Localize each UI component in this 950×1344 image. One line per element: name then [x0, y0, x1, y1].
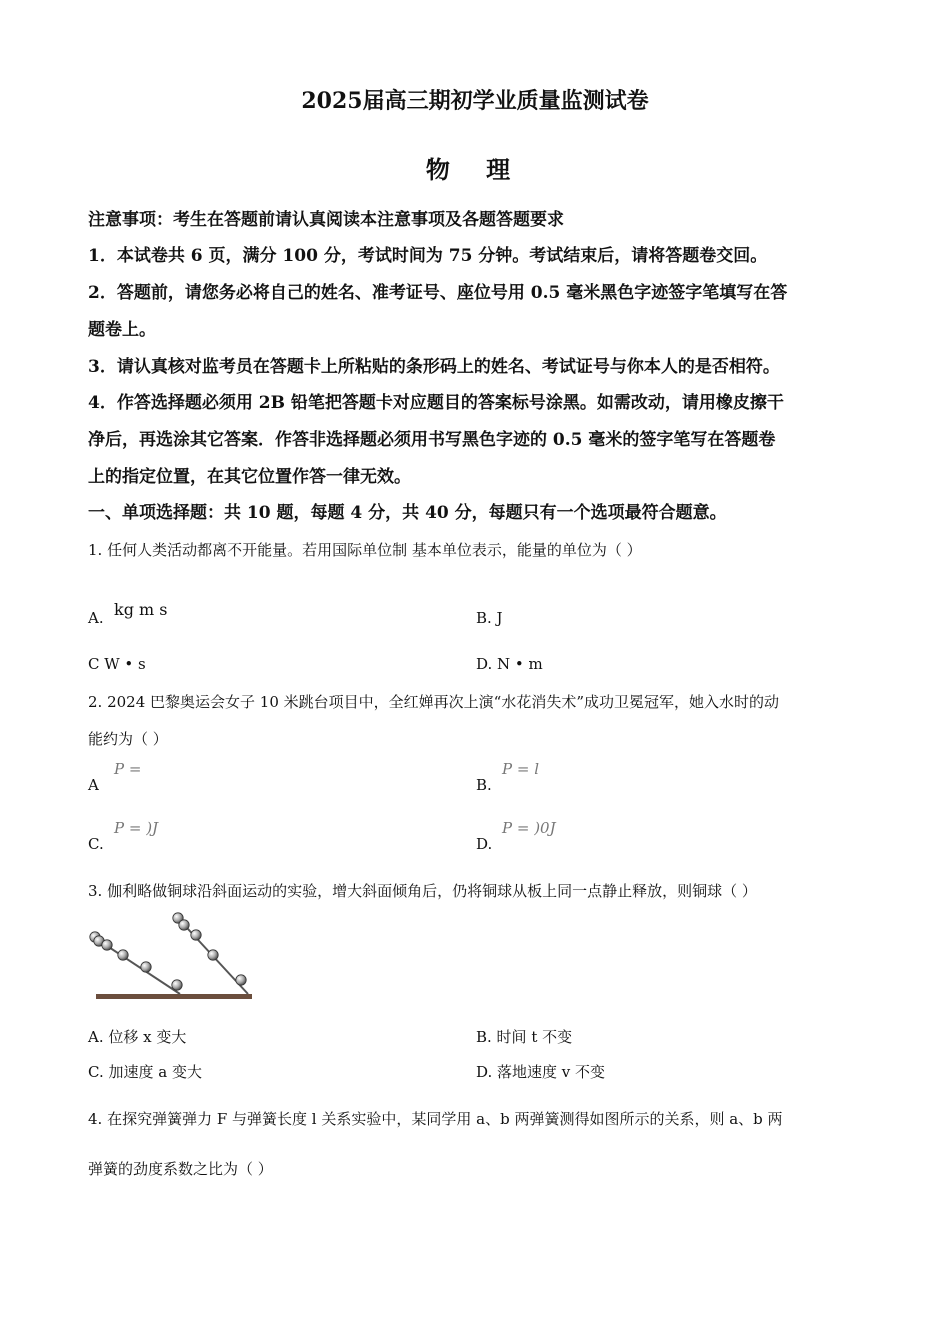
- exam-title: 2025届高三期初学业质量监测试卷: [301, 88, 649, 114]
- q1-option-b: B. J: [476, 609, 503, 627]
- q4-stem: 4. 在探究弹簧弹力 F 与弹簧长度 l 关系实验中，某同学用 a、b 两弹簧测得如图所示的关系，则 a、b 两: [88, 1110, 783, 1128]
- q1-option-c: C W • s: [88, 655, 146, 673]
- inclined-plane-figure: [88, 908, 258, 1004]
- subject-title: 物 理: [425, 155, 525, 184]
- notice-item-2: 2．答题前，请您务必将自己的姓名、准考证号、座位号用 0.5 毫米黑色字迹签字笔填写在答: [88, 283, 788, 303]
- q2-stem: 2. 2024 巴黎奥运会女子 10 米跳台项目中，全红婵再次上演“水花消失术”成功卫冕冠军，她入水时的动: [88, 693, 779, 711]
- notice-item-1: 1．本试卷共 6 页，满分 100 分，考试时间为 75 分钟。考试结束后，请将答题卷交回。: [88, 246, 768, 266]
- q2-option-d-formula: P = )0J: [502, 819, 556, 837]
- notice-item-2-cont: 题卷上。: [88, 320, 156, 340]
- q4-stem-cont: 弹簧的劲度系数之比为（ ）: [88, 1160, 273, 1178]
- ground-board: [96, 994, 252, 999]
- q1-option-a-formula: kg m s: [114, 600, 168, 619]
- q3-stem: 3. 伽利略做铜球沿斜面运动的实验，增大斜面倾角后，仍将铜球从板上同一点静止释放，则铜球（ ）: [88, 882, 757, 900]
- q2-option-b-formula: P = l: [502, 760, 539, 778]
- q2-option-c-formula: P = )J: [114, 819, 159, 837]
- notice-item-3: 3．请认真核对监考员在答题卡上所粘贴的条形码上的姓名、考试证号与你本人的是否相符。: [88, 357, 780, 377]
- q3-option-a: A. 位移 x 变大: [88, 1028, 187, 1046]
- q1-option-d: D. N • m: [476, 655, 543, 673]
- q2-option-d-label: D.: [476, 835, 493, 853]
- q2-stem-cont: 能约为（ ）: [88, 730, 168, 748]
- q1-option-a-label: A.: [88, 609, 104, 627]
- notice-item-4-cont-1: 净后，再选涂其它答案．作答非选择题必须用书写黑色字迹的 0.5 毫米的签字笔写在答题卷: [88, 430, 776, 450]
- q3-option-b: B. 时间 t 不变: [476, 1028, 573, 1046]
- q1-stem: 1. 任何人类活动都离不开能量。若用国际单位制 基本单位表示，能量的单位为（ ）: [88, 541, 642, 559]
- notice-heading: 注意事项：考生在答题前请认真阅读本注意事项及各题答题要求: [88, 210, 564, 230]
- section-1-heading: 一、单项选择题：共 10 题，每题 4 分，共 40 分，每题只有一个选项最符合题意。: [88, 503, 727, 523]
- notice-item-4: 4．作答选择题必须用 2B 铅笔把答题卡对应题目的答案标号涂黑。如需改动，请用橡皮擦干: [88, 393, 784, 413]
- notice-item-4-cont-2: 上的指定位置，在其它位置作答一律无效。: [88, 467, 411, 487]
- q3-option-c: C. 加速度 a 变大: [88, 1063, 202, 1081]
- bronze-balls: [90, 913, 246, 990]
- q3-option-d: D. 落地速度 v 不变: [476, 1063, 606, 1081]
- q2-option-a-label: A: [88, 776, 99, 794]
- q2-option-c-label: C.: [88, 835, 104, 853]
- q2-option-a-formula: P =: [114, 760, 142, 778]
- q2-option-b-label: B.: [476, 776, 492, 794]
